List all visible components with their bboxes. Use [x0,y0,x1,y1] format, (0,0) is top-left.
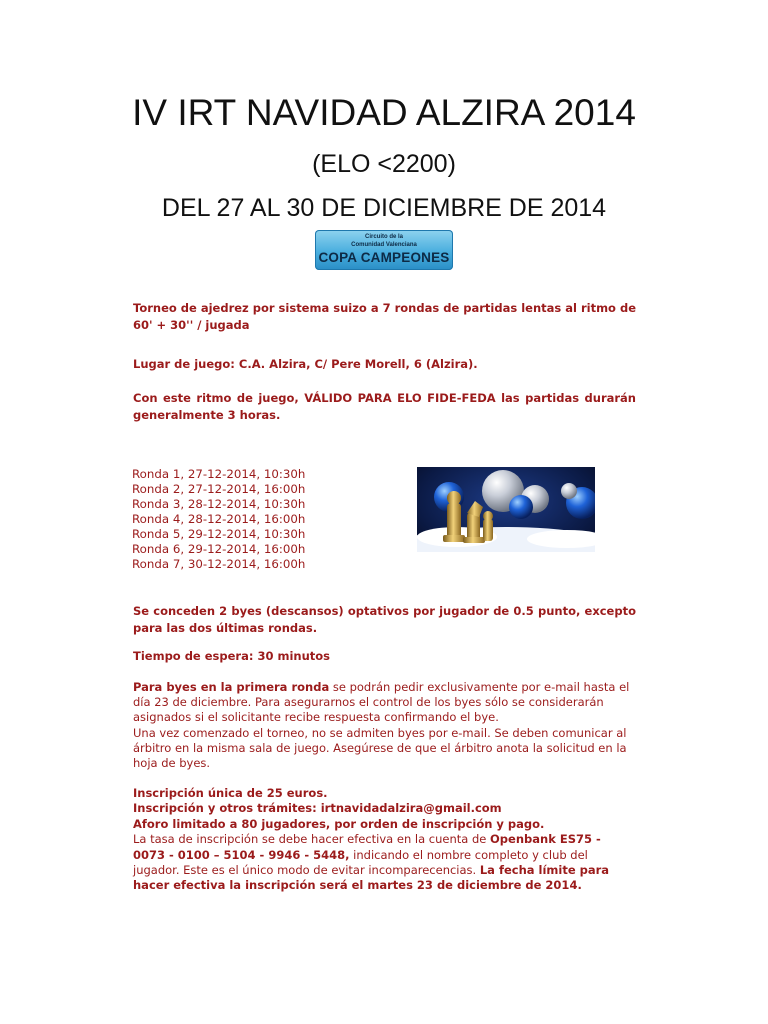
logo-line-2: Comunidad Valenciana [351,242,417,248]
round-item: Ronda 3, 28-12-2014, 10:30h [132,497,306,511]
event-dates: DEL 27 AL 30 DE DICIEMBRE DE 2014 [161,194,607,222]
registration-contact: Inscripción y otros trámites: irtnavidadalzira@gmail.com [133,801,502,816]
payment-instructions-b: indicando el nombre completo y club del jugador. Este es el único modo de evitar incomparecencias. [133,847,588,878]
chess-ornaments-illustration [417,467,595,552]
chess-christmas-image [417,467,595,552]
round-item: Ronda 1, 27-12-2014, 10:30h [132,467,306,481]
round-item: Ronda 5, 29-12-2014, 10:30h [132,527,306,541]
round-item: Ronda 7, 30-12-2014, 16:00h [132,557,306,571]
fide-note-b: VÁLIDO PARA ELO FIDE-FEDA [304,391,496,405]
round-item: Ronda 2, 27-12-2014, 16:00h [132,482,306,496]
logo-line-1: Circuito de la [364,234,403,240]
round-item: Ronda 4, 28-12-2014, 16:00h [132,512,306,526]
round-item: Ronda 6, 29-12-2014, 16:00h [132,542,306,556]
venue: Lugar de juego: C.A. Alzira, C/ Pere Morell, 6 (Alzira). [133,357,478,371]
copa-campeones-logo [315,230,453,270]
fide-rating-note [133,390,636,424]
first-round-byes-heading: Para byes en la primera ronda [133,680,330,694]
byes-rule: Se conceden 2 byes (descansos) optativos por jugador de 0.5 punto, excepto para las dos últimas rondas. [133,604,636,635]
bank-account: Openbank ES75 - 0073 - 0100 – 5104 - 9946 - 5448, [133,832,601,862]
registration-fee: Inscripción única de 25 euros. [133,786,328,800]
started-byes-text: Una vez comenzado el torneo, no se admiten byes por e-mail. Se deben comunicar al árbitro en la misma sala de juego. Asegúrese de que el árbitro anota la solicitud en la hoja de byes. [133,725,627,771]
fide-note-a: Con este ritmo de juego, [133,391,305,405]
payment-deadline: La fecha límite para hacer efectiva la inscripción será el martes 23 de diciembre de 2014. [133,863,610,893]
logo-line-3: COPA CAMPEONES [318,250,450,265]
waiting-time: Tiempo de espera: 30 minutos [133,649,330,663]
round-schedule [132,467,305,572]
tournament-format: Torneo de ajedrez por sistema suizo a 7 rondas de partidas lentas al ritmo de 60' + 30'' / jugada [133,301,636,332]
payment-instructions-a: La tasa de inscripción se debe hacer efectiva en la cuenta de [133,832,491,847]
elo-limit: (ELO <2200) [312,150,456,178]
fide-note-c: las partidas durarán generalmente 3 horas. [133,391,636,422]
first-round-byes [133,680,636,771]
event-title: IV IRT NAVIDAD ALZIRA 2014 [132,92,636,133]
capacity-limit: Aforo limitado a 80 jugadores, por orden de inscripción y pago. [133,816,545,831]
registration-info [133,786,636,894]
first-round-byes-text: se podrán pedir exclusivamente por e-mail hasta el día 23 de diciembre. Para asegurarnos el control de los byes sólo se considerarán asignados si el solicitante recibe respuesta confirmando el bye. [133,680,630,725]
